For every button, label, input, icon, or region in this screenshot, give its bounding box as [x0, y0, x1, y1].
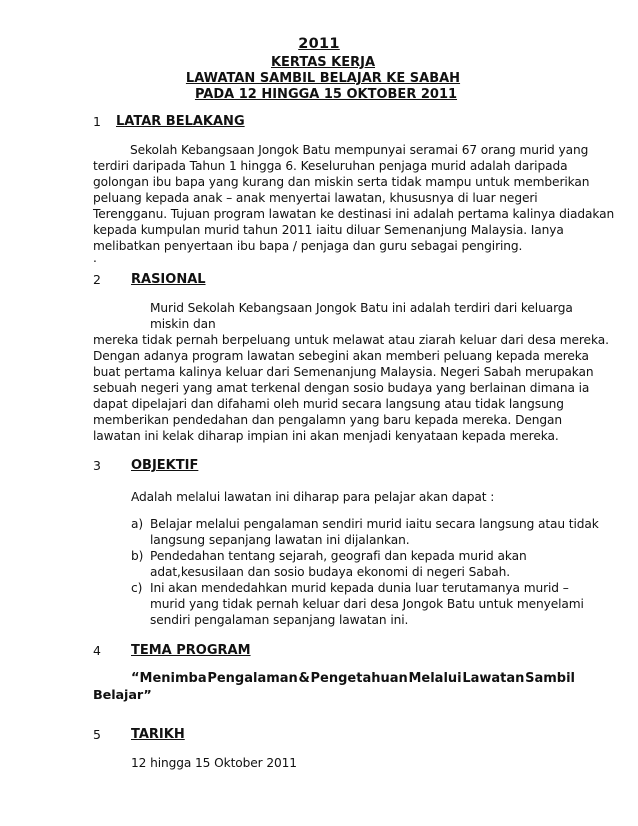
list-marker: c) — [131, 581, 143, 595]
section-heading: RASIONAL — [131, 272, 206, 287]
section-number: 1 — [93, 114, 101, 129]
paragraph-line: dapat dipelajari dan difahami oleh murid secara langsung atau tidak langsung — [93, 397, 564, 411]
date-text: 12 hingga 15 Oktober 2011 — [131, 756, 297, 770]
list-item-line: adat,kesusilaan dan sosio budaya ekonomi di negeri Sabah. — [150, 565, 510, 579]
section-heading: OBJEKTIF — [131, 458, 199, 473]
section-number: 2 — [93, 272, 101, 287]
list-marker: b) — [131, 549, 144, 563]
theme-word: Pengetahuan — [310, 671, 408, 686]
paragraph-line: peluang kepada anak – anak menyertai lawatan, khususnya di luar negeri — [93, 191, 538, 205]
objective-intro: Adalah melalui lawatan ini diharap para pelajar akan dapat : — [131, 490, 495, 504]
theme-word: Sambil — [525, 671, 575, 686]
paragraph-line: melibatkan penyertaan ibu bapa / penjaga dan guru sebagai pengiring. — [93, 239, 523, 253]
paragraph-line: terdiri daripada Tahun 1 hingga 6. Keseluruhan penjaga murid adalah daripada — [93, 159, 568, 173]
document-title: KERTAS KERJA — [270, 55, 376, 70]
list-item-line: Pendedahan tentang sejarah, geografi dan kepada murid akan — [150, 549, 527, 563]
theme-word: Pengalaman — [207, 671, 298, 686]
theme-word: “Menimba — [131, 671, 207, 686]
list-item-line: Belajar melalui pengalaman sendiri murid iaitu secara langsung atau tidak — [150, 517, 599, 531]
theme-word: Lawatan — [462, 671, 525, 686]
section-number: 4 — [93, 643, 101, 658]
theme-word: & — [298, 671, 310, 686]
paragraph-line: kepada kumpulan murid tahun 2011 iaitu diluar Semenanjung Malaysia. Ianya — [93, 223, 564, 237]
theme-line-end: Belajar” — [93, 688, 152, 703]
document-subtitle: LAWATAN SAMBIL BELAJAR KE SABAH — [185, 71, 461, 86]
list-item-line: sendiri pengalaman sepanjang lawatan ini. — [150, 613, 409, 627]
section-number: 3 — [93, 458, 101, 473]
list-marker: a) — [131, 517, 144, 531]
paragraph-line: memberikan pendedahan dan pengalamn yang baru kepada mereka. Dengan — [93, 413, 563, 427]
paragraph-line: Sekolah Kebangsaan Jongok Batu mempunyai seramai 67 orang murid yang — [130, 143, 589, 157]
paragraph-line: Dengan adanya program lawatan sebegini akan memberi peluang kepada mereka — [93, 349, 589, 363]
theme-word: Melalui — [408, 671, 462, 686]
theme-line — [131, 670, 575, 688]
list-item-line: langsung sepanjang lawatan ini dijalankan. — [150, 533, 410, 547]
paragraph-line: buat pertama kalinya keluar dari Semenanjung Malaysia. Negeri Sabah merupakan — [93, 365, 594, 379]
paragraph-line: Murid Sekolah Kebangsaan Jongok Batu ini adalah terdiri dari keluarga — [150, 301, 573, 315]
paragraph-line: mereka tidak pernah berpeluang untuk melawat atau ziarah keluar dari desa mereka. — [93, 333, 609, 347]
list-item-line: murid yang tidak pernah keluar dari desa Jongok Batu untuk menyelami — [150, 597, 584, 611]
section-heading: TEMA PROGRAM — [131, 643, 251, 658]
list-item-line: Ini akan mendedahkan murid kepada dunia luar terutamanya murid – — [150, 581, 569, 595]
document-dates: PADA 12 HINGGA 15 OKTOBER 2011 — [194, 87, 458, 102]
paragraph-line: lawatan ini kelak diharap impian ini akan menjadi kenyataan kepada mereka. — [93, 429, 559, 443]
paragraph-line: golongan ibu bapa yang kurang dan miskin serta tidak mampu untuk memberikan — [93, 175, 590, 189]
paragraph-line: sebuah negeri yang amat terkenal dengan sosio budaya yang berlainan dimana ia — [93, 381, 590, 395]
paragraph-line: miskin dan — [150, 317, 216, 331]
paragraph-line: . — [93, 251, 97, 265]
section-number: 5 — [93, 727, 101, 742]
document-year: 2011 — [298, 36, 340, 52]
paragraph-line: Terengganu. Tujuan program lawatan ke destinasi ini adalah pertama kalinya diadakan — [93, 207, 615, 221]
section-heading: LATAR BELAKANG — [116, 114, 245, 129]
section-heading: TARIKH — [131, 727, 185, 742]
